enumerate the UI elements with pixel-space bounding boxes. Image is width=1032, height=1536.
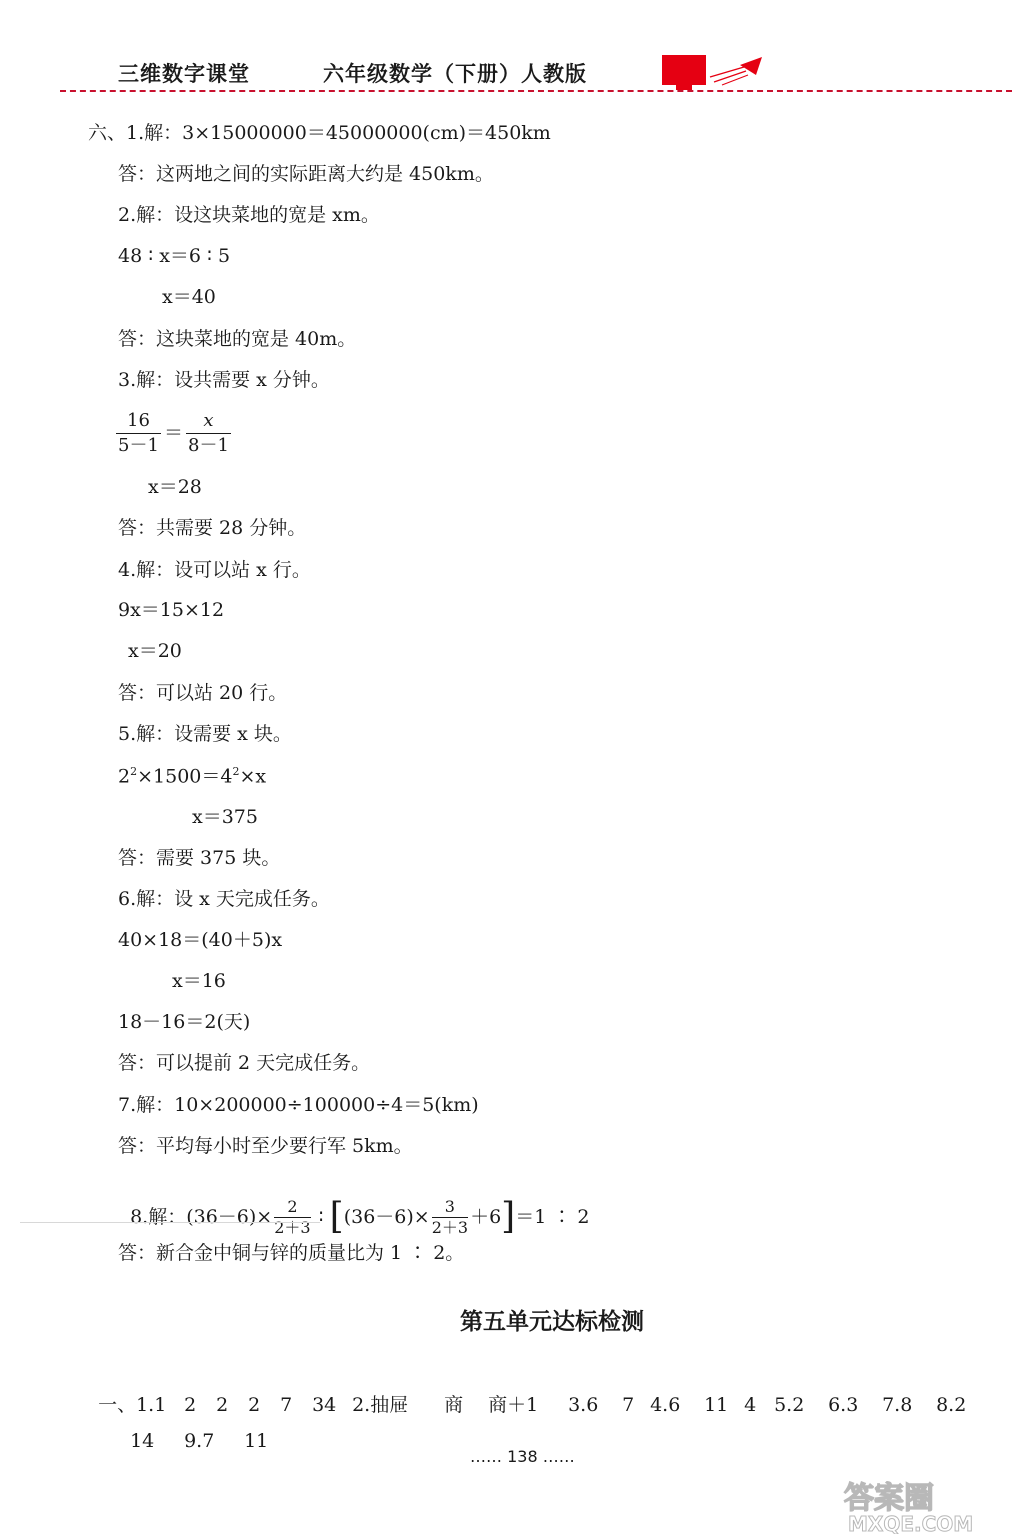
q4-answer: 答：可以站 20 行。	[118, 682, 288, 704]
q6-answer: 答：可以提前 2 天完成任务。	[118, 1052, 371, 1074]
rocket-icon	[700, 55, 770, 87]
answer-item: 商＋1	[488, 1394, 539, 1416]
q8-fraction-2	[431, 1196, 469, 1237]
q3-equals: ＝	[164, 422, 184, 444]
q8-inner: (36－6)×	[343, 1205, 430, 1228]
q2-result: x＝40	[162, 286, 216, 308]
q5-equation	[118, 766, 266, 786]
q8-prefix: 8.解：(36－6)×	[130, 1205, 273, 1228]
q8-colon: ∶	[312, 1205, 330, 1228]
answer-item: 一、1.1	[98, 1394, 167, 1416]
answer-item: 商	[444, 1394, 464, 1416]
q5-tail: ×x	[239, 765, 267, 788]
book-series-title: 三维数字课堂	[118, 62, 250, 86]
q4-equation: 9x＝15×12	[118, 599, 225, 621]
answer-item: 14	[130, 1430, 155, 1452]
q3-fraction-right	[186, 412, 231, 455]
q5-setup: 5.解：设需要 x 块。	[118, 723, 292, 745]
q3-right-numerator: x	[203, 410, 214, 431]
answer-item: 2	[248, 1394, 261, 1416]
answer-item: 11	[244, 1430, 269, 1452]
q5-answer: 答：需要 375 块。	[118, 847, 281, 869]
q4-setup: 4.解：设可以站 x 行。	[118, 559, 311, 581]
q8-right-bracket: ]	[501, 1196, 516, 1238]
answer-item: 6.3	[828, 1394, 859, 1416]
q6-equation: 40×18＝(40＋5)x	[118, 929, 283, 951]
watermark-logo	[838, 1478, 1028, 1534]
answer-item: 2.抽屉	[352, 1394, 409, 1416]
q8-f1-numerator: 2	[287, 1196, 298, 1216]
q5-exponent-b: 2	[232, 765, 240, 778]
q6-result: x＝16	[172, 970, 226, 992]
answer-item: 7	[622, 1394, 635, 1416]
q7-solution: 7.解：10×200000÷100000÷4＝5(km)	[118, 1094, 479, 1116]
q2-answer: 答：这块菜地的宽是 40m。	[118, 328, 357, 350]
book-subject-title: 六年级数学（下册）人教版	[323, 62, 587, 86]
q5-middle: ×1500＝	[137, 765, 221, 788]
q3-left-numerator: 16	[127, 410, 150, 431]
answer-item: 2	[184, 1394, 197, 1416]
answer-item: 7	[280, 1394, 293, 1416]
q1-solution: 六、1.解：3×15000000＝45000000(cm)＝450km	[88, 122, 551, 144]
q3-right-denominator: 8－1	[188, 435, 229, 456]
q8-f2-denominator: 2＋3	[431, 1217, 469, 1237]
answer-item: 4.6	[650, 1394, 681, 1416]
answer-item: 34	[312, 1394, 337, 1416]
q6-days: 18－16＝2(天)	[118, 1011, 251, 1033]
q5-result: x＝375	[192, 806, 258, 828]
q1-answer: 答：这两地之间的实际距离大约是 450km。	[118, 163, 494, 185]
q5-base-a: 2	[118, 765, 131, 788]
q8-fraction-1	[274, 1196, 311, 1237]
q3-setup: 3.解：设共需要 x 分钟。	[118, 369, 330, 391]
q8-f1-denominator: 2＋3	[274, 1217, 311, 1237]
q3-answer: 答：共需要 28 分钟。	[118, 517, 307, 539]
page-number: …… 138 ……	[470, 1447, 575, 1466]
q2-setup: 2.解：设这块菜地的宽是 xm。	[118, 204, 380, 226]
answer-item: 5.2	[774, 1394, 805, 1416]
q7-answer: 答：平均每小时至少要行军 5km。	[118, 1135, 413, 1157]
svg-text:MXQE.COM: MXQE.COM	[848, 1512, 974, 1534]
q8-solution	[118, 1178, 589, 1236]
answers-row-2	[118, 1408, 284, 1452]
q8-answer: 答：新合金中铜与锌的质量比为 1 ∶ 2。	[118, 1242, 465, 1264]
q3-fraction-left	[116, 412, 161, 455]
q8-plus: ＋6	[470, 1205, 502, 1228]
q8-result: ＝1 ∶ 2	[515, 1205, 590, 1228]
svg-text:答案圈: 答案圈	[844, 1481, 934, 1516]
divider	[20, 1222, 320, 1223]
q2-equation: 48 ∶ x＝6 ∶ 5	[118, 245, 231, 267]
q5-base-b: 4	[220, 765, 233, 788]
q4-result: x＝20	[128, 640, 182, 662]
header-dashed-rule	[60, 90, 1012, 92]
q3-result: x＝28	[148, 476, 202, 498]
answer-item: 2	[216, 1394, 229, 1416]
answer-item: 8.2	[936, 1394, 967, 1416]
q5-exponent-a: 2	[130, 765, 138, 778]
section-title: 第五单元达标检测	[460, 1309, 644, 1335]
answer-item: 3.6	[568, 1394, 599, 1416]
q6-setup: 6.解：设 x 天完成任务。	[118, 888, 330, 910]
answer-item: 7.8	[882, 1394, 913, 1416]
answer-item: 9.7	[184, 1430, 215, 1452]
q8-left-bracket: [	[329, 1196, 344, 1238]
q8-f2-numerator: 3	[444, 1196, 455, 1216]
q3-left-denominator: 5－1	[118, 435, 159, 456]
answer-item: 11	[704, 1394, 729, 1416]
answer-item: 4	[744, 1394, 757, 1416]
